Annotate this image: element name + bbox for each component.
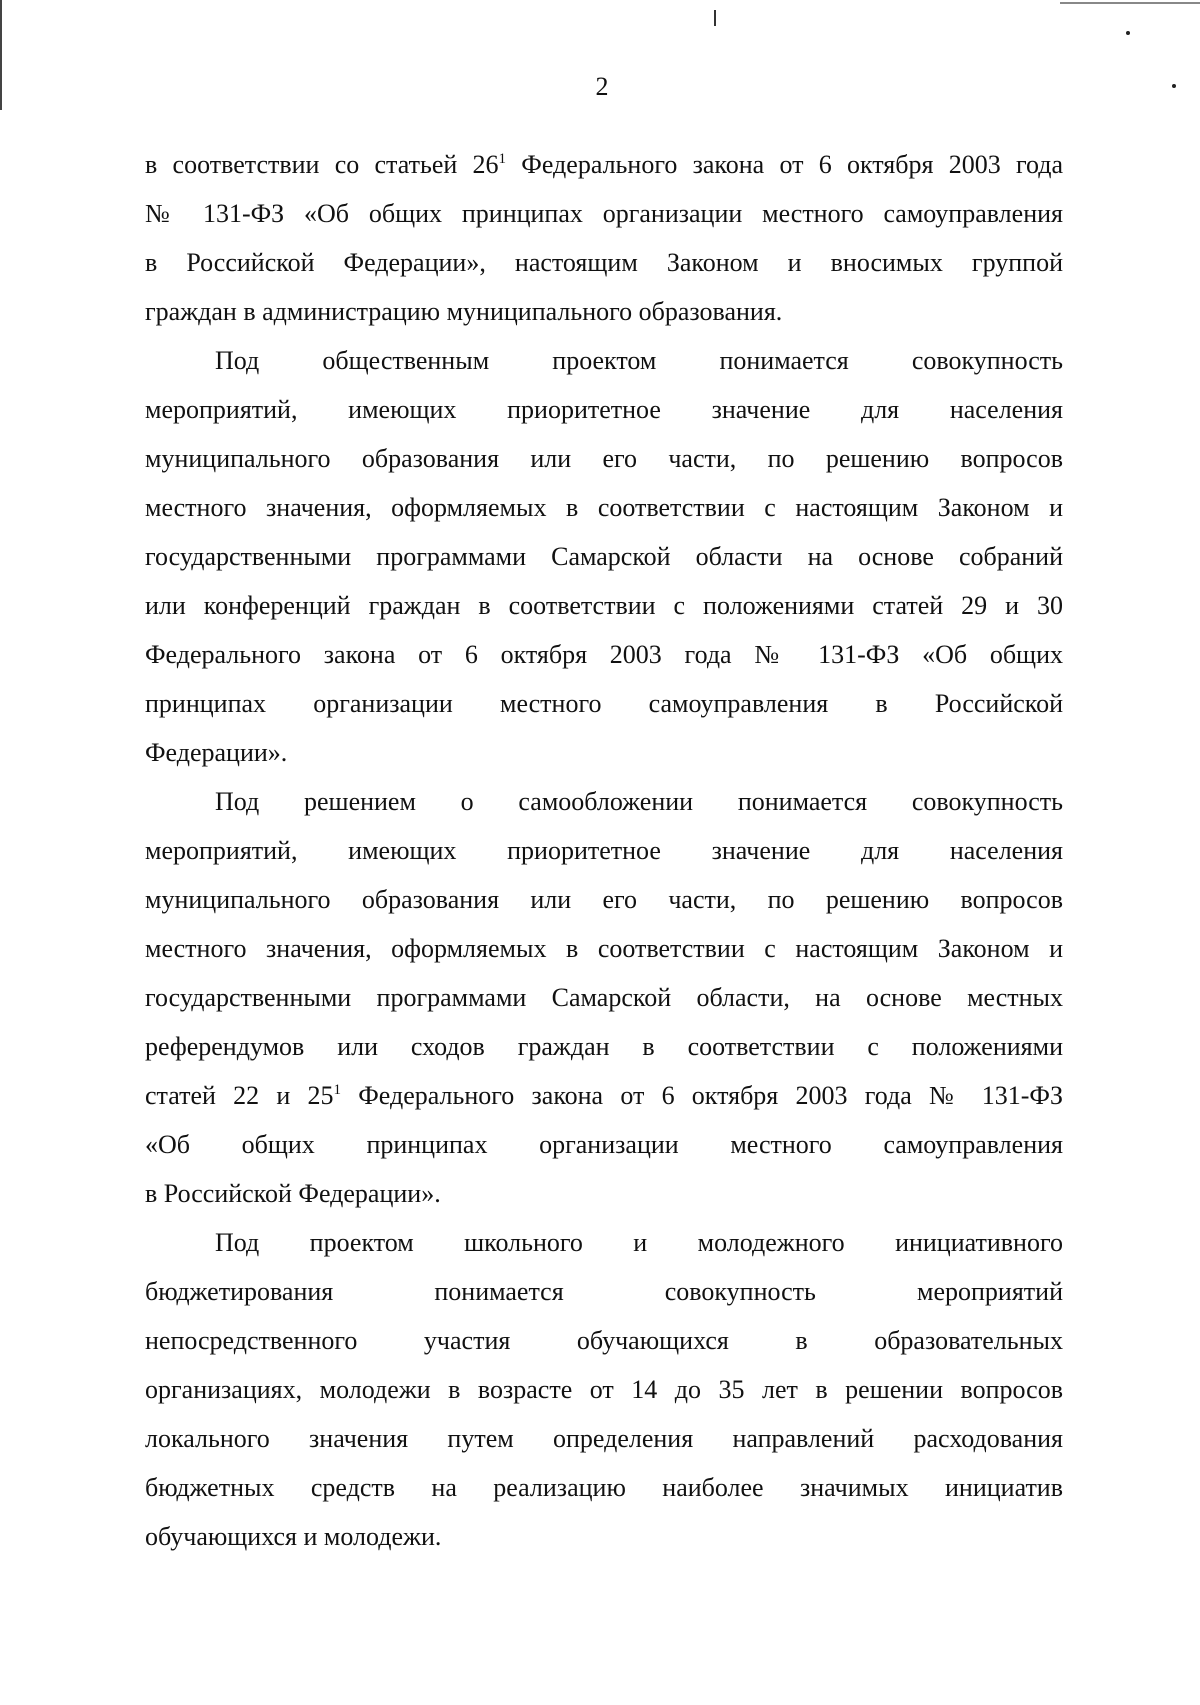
text-line: Федерации».: [145, 738, 288, 767]
text-line: № 131-ФЗ «Об общих принципах организации местного самоуправления: [145, 199, 1063, 228]
text-line: организациях, молодежи в возрасте от 14 до 35 лет в решении вопросов: [145, 1375, 1063, 1404]
paragraph: [145, 140, 1063, 336]
text-line: муниципального образования или его части, по решению вопросов: [145, 885, 1063, 914]
text-line: в соответствии со статьей $26^1$ Федерального закона от 6 октября 2003 года: [145, 150, 1064, 179]
page-number: 2: [595, 72, 609, 101]
text-line: мероприятий, имеющих приоритетное значение для населения: [145, 395, 1063, 424]
paragraph: [145, 336, 1063, 777]
text-line: Федерального закона от 6 октября 2003 года № 131-ФЗ «Об общих: [145, 640, 1063, 669]
text-line: местного значения, оформляемых в соответствии с настоящим Законом и: [145, 493, 1063, 522]
scan-tick-mark: [714, 10, 716, 26]
scan-speck: [1126, 31, 1130, 35]
text-line: Под проектом школьного и молодежного инициативного: [215, 1228, 1063, 1257]
text-line: референдумов или сходов граждан в соответствии с положениями: [145, 1032, 1063, 1061]
text-line: статей 22 и $25^1$ Федерального закона от 6 октября 2003 года № 131-ФЗ: [145, 1081, 1063, 1110]
text-line: или конференций граждан в соответствии с положениями статей 29 и 30: [145, 591, 1063, 620]
text-line: обучающихся и молодежи.: [145, 1522, 442, 1551]
superscript: 1: [333, 1082, 342, 1098]
text-line: бюджетирования понимается совокупность мероприятий: [145, 1277, 1063, 1306]
document-body: [145, 140, 1063, 1561]
superscript: 1: [498, 151, 507, 167]
text-line: местного значения, оформляемых в соответствии с настоящим Законом и: [145, 934, 1063, 963]
text-line: Под решением о самообложении понимается совокупность: [215, 787, 1063, 816]
paragraph: [145, 777, 1063, 1218]
text-line: непосредственного участия обучающихся в образовательных: [145, 1326, 1063, 1355]
text-line: Под общественным проектом понимается совокупность: [215, 346, 1063, 375]
scan-edge-mark: [1060, 2, 1200, 4]
text-line: в Российской Федерации».: [145, 1179, 441, 1208]
paragraph: [145, 1218, 1063, 1561]
text-line: локального значения путем определения направлений расходования: [145, 1424, 1063, 1453]
text-line: в Российской Федерации», настоящим Законом и вносимых группой: [145, 248, 1063, 277]
text-line: государственными программами Самарской области, на основе местных: [145, 983, 1063, 1012]
text-line: бюджетных средств на реализацию наиболее значимых инициатив: [145, 1473, 1063, 1502]
text-line: принципах организации местного самоуправления в Российской: [145, 689, 1063, 718]
text-line: «Об общих принципах организации местного самоуправления: [145, 1130, 1063, 1159]
text-line: мероприятий, имеющих приоритетное значение для населения: [145, 836, 1063, 865]
text-line: муниципального образования или его части, по решению вопросов: [145, 444, 1063, 473]
text-line: государственными программами Самарской области на основе собраний: [145, 542, 1063, 571]
text-line: граждан в администрацию муниципального образования.: [145, 297, 783, 326]
